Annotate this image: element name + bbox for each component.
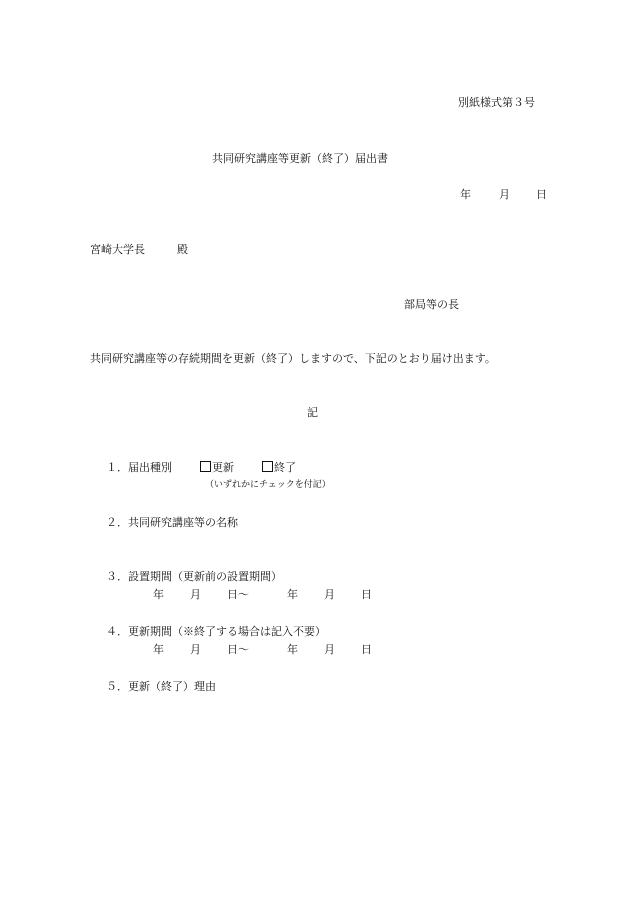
item1-note: （いずれかにチェックを付記） — [205, 480, 331, 490]
option-end-label: 終了 — [274, 461, 296, 474]
option-renew[interactable] — [200, 461, 234, 475]
item5-label: ５．更新（終了）理由 — [106, 680, 216, 693]
item4-from-day: 日〜 — [227, 643, 249, 656]
date-day-label: 日 — [536, 188, 547, 201]
sender-title: 部局等の長 — [404, 298, 459, 311]
form-number: 別紙様式第３号 — [458, 96, 535, 109]
item4-to-day: 日 — [361, 643, 372, 656]
item4-to-month: 月 — [324, 643, 335, 656]
ki-heading: 記 — [307, 406, 318, 419]
renew-checkbox[interactable] — [200, 461, 211, 472]
item3-from-year: 年 — [153, 588, 164, 601]
item3-from-month: 月 — [190, 588, 201, 601]
item4-to-year: 年 — [287, 643, 298, 656]
item4-from-year: 年 — [153, 643, 164, 656]
item2-label: ２．共同研究講座等の名称 — [106, 516, 238, 529]
end-checkbox[interactable] — [262, 461, 273, 472]
date-month-label: 月 — [499, 188, 510, 201]
item4-from-month: 月 — [190, 643, 201, 656]
addressee-honorific: 殿 — [177, 243, 188, 256]
addressee-name: 宮崎大学長 — [90, 243, 145, 256]
option-renew-label: 更新 — [212, 461, 234, 474]
item3-label: ３．設置期間（更新前の設置期間） — [106, 570, 282, 583]
option-end[interactable] — [262, 461, 296, 475]
item3-from-day: 日〜 — [227, 588, 249, 601]
item1-label: １．届出種別 — [106, 461, 172, 474]
item4-label: ４．更新期間（※終了する場合は記入不要） — [106, 625, 326, 638]
item3-to-day: 日 — [361, 588, 372, 601]
item3-to-month: 月 — [324, 588, 335, 601]
date-year-label: 年 — [460, 188, 471, 201]
item3-to-year: 年 — [287, 588, 298, 601]
intro-text: 共同研究講座等の存続期間を更新（終了）しますので、下記のとおり届け出ます。 — [90, 352, 496, 365]
document-title: 共同研究講座等更新（終了）届出書 — [212, 152, 388, 165]
